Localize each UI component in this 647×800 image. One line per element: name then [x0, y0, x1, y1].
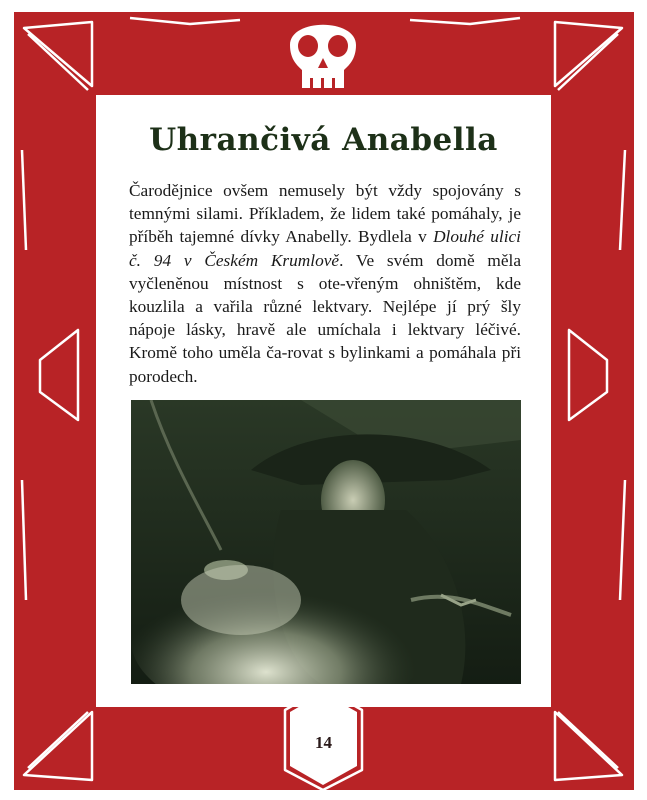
page-number: 14 [315, 733, 332, 752]
content-panel [96, 95, 551, 707]
paragraph-end: . Ve svém domě měla vyčleněnou místnost s ote-vřeným ohništěm, kde kouzlila a vařila různé lektvary. Nejlépe jí prý šly nápoje lásky, hravě ale umíchala i lektvary léčivé. Kromě toho uměla ča-rovat s bylinkami a pomáhala při porodech. [129, 250, 522, 386]
paragraph-start: Čarodějnice ovšem nemusely být vždy spojovány s temnými silami. Příkladem, že lidem také pomáhaly, je příběh tajemné dívky Anabelly. Bydlela v [129, 181, 521, 247]
witch-photo [131, 400, 521, 684]
chapter-title: Uhrančivá Anabella [149, 122, 498, 158]
address-italic: Dlouhé ulici č. 94 v Českém Krumlově [129, 227, 521, 270]
chapter-paragraph [129, 179, 521, 388]
